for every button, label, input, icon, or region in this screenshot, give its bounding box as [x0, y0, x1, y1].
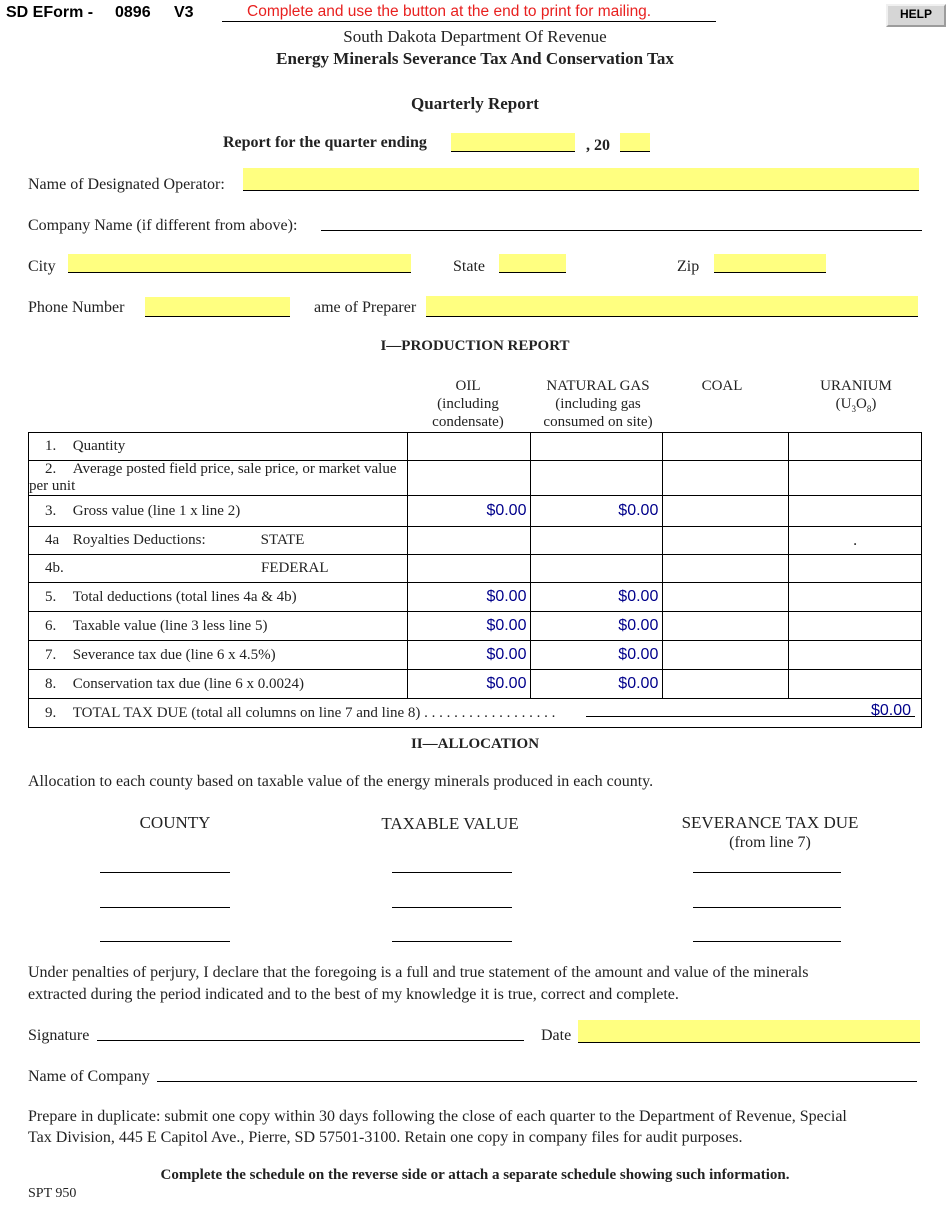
table-row: 2. Average posted field price, sale price, or market value per unit — [29, 461, 922, 496]
gross-gas-value: $0.00 — [531, 496, 663, 527]
severance-due-line[interactable] — [693, 907, 841, 908]
taxable-column-header: TAXABLE VALUE — [381, 814, 519, 833]
city-label: City — [28, 258, 56, 275]
date-label: Date — [541, 1027, 572, 1044]
table-row: 6. Taxable value (line 3 less line 5) $0.00 $0.00 — [29, 612, 922, 641]
company-name-line[interactable] — [157, 1081, 917, 1082]
conservation-tax-oil: $0.00 — [407, 670, 531, 699]
county-line[interactable] — [100, 872, 230, 873]
table-row: 7. Severance tax due (line 6 x 4.5%) $0.00 $0.00 — [29, 641, 922, 670]
total-deductions-oil: $0.00 — [407, 583, 531, 612]
quantity-oil-field[interactable] — [407, 433, 531, 461]
instructions-line-1: Prepare in duplicate: submit one copy within 30 days following the close of each quarter to the Department of Revenue, Special — [28, 1108, 847, 1125]
taxable-value-gas: $0.00 — [531, 612, 663, 641]
price-uranium-field[interactable] — [789, 461, 922, 496]
phone-field[interactable] — [145, 297, 290, 317]
signature-line[interactable] — [97, 1040, 524, 1041]
royalty-federal-uranium-field[interactable] — [789, 555, 922, 583]
conservation-tax-gas: $0.00 — [531, 670, 663, 699]
county-line[interactable] — [100, 907, 230, 908]
form-title: Energy Minerals Severance Tax And Conservation Tax — [276, 49, 674, 68]
date-field[interactable] — [578, 1020, 920, 1043]
taxable-value-line[interactable] — [392, 872, 512, 873]
royalty-state-oil-field[interactable] — [407, 527, 531, 555]
table-row: 4a Royalties Deductions: STATE . — [29, 527, 922, 555]
table-row: 1. Quantity — [29, 433, 922, 461]
company-name-label: Name of Company — [28, 1068, 150, 1085]
gas-column-header: NATURAL GAS (including gas consumed on site) — [543, 378, 653, 430]
print-notice: Complete and use the button at the end to print for mailing. — [247, 3, 652, 20]
coal-column-header: COAL — [701, 378, 743, 394]
state-label: State — [453, 258, 485, 275]
signature-label: Signature — [28, 1027, 90, 1044]
taxable-value-line[interactable] — [392, 907, 512, 908]
preparer-label: ame of Preparer — [314, 299, 417, 316]
form-subtitle: Quarterly Report — [411, 94, 539, 113]
royalty-federal-oil-field[interactable] — [407, 555, 531, 583]
allocation-intro: Allocation to each county based on taxable value of the energy minerals produced in each county. — [28, 773, 654, 790]
royalty-federal-coal-field[interactable] — [663, 555, 789, 583]
table-row: 4b. FEDERAL — [29, 555, 922, 583]
zip-field[interactable] — [714, 254, 826, 273]
form-code: SPT 950 — [28, 1186, 77, 1201]
production-table — [28, 432, 922, 728]
quantity-coal-field[interactable] — [663, 433, 789, 461]
royalty-state-gas-field[interactable] — [531, 527, 663, 555]
declaration-line-1: Under penalties of perjury, I declare that the foregoing is a full and true statement of the amount and value of the minerals — [28, 964, 809, 981]
department-name: South Dakota Department Of Revenue — [343, 27, 607, 46]
zip-label: Zip — [677, 258, 700, 275]
phone-label: Phone Number — [28, 299, 125, 316]
royalty-state-coal-field[interactable] — [663, 527, 789, 555]
quarter-end-field[interactable] — [451, 133, 575, 152]
form-label: SD EForm - — [6, 4, 94, 21]
quarter-label: Report for the quarter ending — [223, 134, 427, 151]
total-tax-underline — [586, 716, 915, 717]
company-name-field[interactable] — [321, 230, 922, 231]
form-number: 0896 — [115, 4, 151, 21]
severance-tax-gas: $0.00 — [531, 641, 663, 670]
table-row-total: 9. TOTAL TAX DUE (total all columns on line 7 and line 8) . . . . . . . . . . . . . . . . . . $0.00 — [29, 699, 922, 728]
taxable-value-line[interactable] — [392, 941, 512, 942]
county-line[interactable] — [100, 941, 230, 942]
schedule-note: Complete the schedule on the reverse side or attach a separate schedule showing such information. — [160, 1167, 790, 1183]
state-field[interactable] — [499, 254, 566, 273]
total-deductions-gas: $0.00 — [531, 583, 663, 612]
preparer-field[interactable] — [426, 296, 918, 317]
year-field[interactable] — [620, 133, 650, 152]
quantity-gas-field[interactable] — [531, 433, 663, 461]
price-oil-field[interactable] — [407, 461, 531, 496]
taxable-value-oil: $0.00 — [407, 612, 531, 641]
table-row: 8. Conservation tax due (line 6 x 0.0024) $0.00 $0.00 — [29, 670, 922, 699]
company-label: Company Name (if different from above): — [28, 217, 298, 234]
total-tax-due: $0.00 — [870, 702, 911, 719]
form-version: V3 — [174, 4, 194, 21]
instructions-line-2: Tax Division, 445 E Capitol Ave., Pierre, SD 57501-3100. Retain one copy in company files for audit purposes. — [28, 1129, 743, 1146]
table-row: 5. Total deductions (total lines 4a & 4b) $0.00 $0.00 — [29, 583, 922, 612]
severance-tax-oil: $0.00 — [407, 641, 531, 670]
price-gas-field[interactable] — [531, 461, 663, 496]
declaration-line-2: extracted during the period indicated and to the best of my knowledge it is true, correct and complete. — [28, 986, 679, 1003]
royalty-federal-gas-field[interactable] — [531, 555, 663, 583]
gross-oil-value: $0.00 — [407, 496, 531, 527]
operator-name-field[interactable] — [243, 168, 919, 191]
county-column-header: COUNTY — [139, 813, 211, 832]
year-prefix: , 20 — [586, 137, 610, 154]
price-coal-field[interactable] — [663, 461, 789, 496]
allocation-section-title: II—ALLOCATION — [410, 736, 540, 752]
oil-column-header: OIL (including condensate) — [432, 378, 504, 430]
uranium-column-header: URANIUM $(U_3O_8)$ — [820, 378, 892, 414]
help-button[interactable]: HELP — [886, 4, 946, 27]
total-tax-label: TOTAL TAX DUE (total all columns on line 7 and line 8) . . . . . . . . . . . . . . . . . . — [72, 704, 556, 721]
royalty-state-uranium-field[interactable]: . — [789, 527, 922, 555]
notice-underline — [222, 21, 716, 22]
table-row: 3. Gross value (line 1 x line 2) $0.00 $0.00 — [29, 496, 922, 527]
severance-due-line[interactable] — [693, 941, 841, 942]
production-section-title: I—PRODUCTION REPORT — [380, 338, 570, 354]
severance-column-header: SEVERANCE TAX DUE (from line 7) — [681, 813, 859, 851]
operator-label: Name of Designated Operator: — [28, 176, 225, 193]
city-field[interactable] — [68, 254, 411, 273]
severance-due-line[interactable] — [693, 872, 841, 873]
quantity-uranium-field[interactable] — [789, 433, 922, 461]
